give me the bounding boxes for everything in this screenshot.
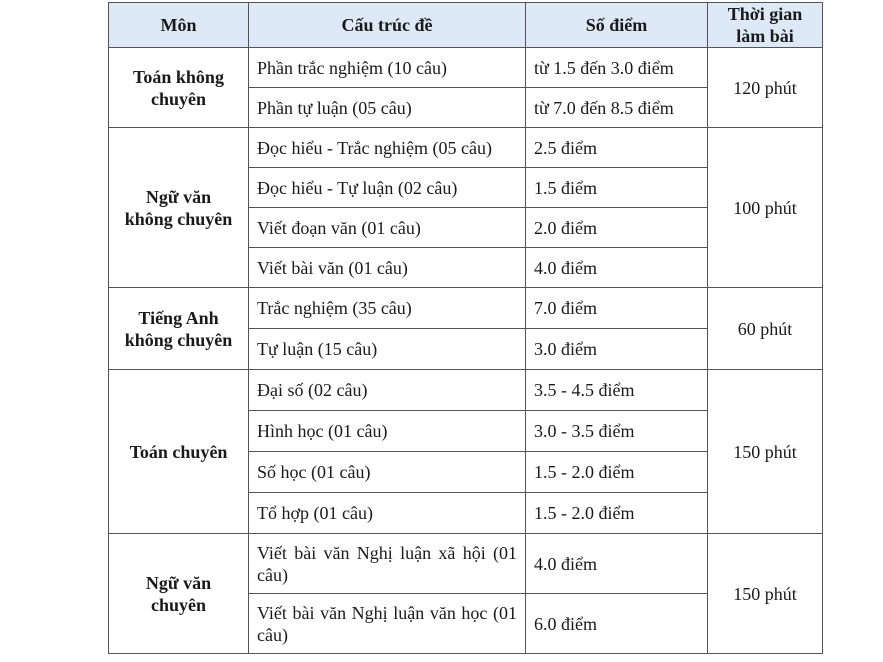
subject-name-line: Tiếng Anh [138, 307, 219, 328]
subject-name-line: Toán không [133, 66, 224, 87]
subject-cell [109, 370, 249, 534]
subject-name-line: không chuyên [124, 329, 233, 350]
subject-name-line: không chuyên [124, 208, 233, 229]
structure-cell: Số học (01 câu) [249, 452, 526, 493]
header-points: Số điểm [526, 3, 708, 48]
points-cell: 3.0 - 3.5 điểm [526, 411, 708, 452]
points-cell: 3.5 - 4.5 điểm [526, 370, 708, 411]
structure-cell: Tự luận (15 câu) [249, 329, 526, 370]
table-row [109, 48, 823, 88]
subject-cell [109, 534, 249, 654]
points-cell: 7.0 điểm [526, 288, 708, 329]
time-cell: 150 phút [708, 534, 823, 654]
header-time [708, 3, 823, 48]
structure-cell: Hình học (01 câu) [249, 411, 526, 452]
structure-cell: Viết đoạn văn (01 câu) [249, 208, 526, 248]
subject-cell [109, 288, 249, 370]
time-cell: 120 phút [708, 48, 823, 128]
header-time-line1: Thời gian [727, 4, 803, 24]
structure-cell: Viết bài văn Nghị luận xã hội (01 câu) [249, 534, 526, 594]
table-row [109, 370, 823, 411]
subject-name-line: Toán chuyên [129, 441, 228, 462]
time-cell: 100 phút [708, 128, 823, 288]
points-cell: 6.0 điểm [526, 594, 708, 654]
points-cell: 3.0 điểm [526, 329, 708, 370]
points-cell: 1.5 - 2.0 điểm [526, 452, 708, 493]
structure-cell: Đại số (02 câu) [249, 370, 526, 411]
table-row [109, 288, 823, 329]
subject-name-line: Ngữ văn [145, 572, 212, 593]
subject-cell [109, 48, 249, 128]
structure-cell: Viết bài văn (01 câu) [249, 248, 526, 288]
subject-name-line: chuyên [150, 594, 206, 615]
table-row [109, 128, 823, 168]
structure-cell: Tổ hợp (01 câu) [249, 493, 526, 534]
points-cell: từ 7.0 đến 8.5 điểm [526, 88, 708, 128]
subject-name-line: Ngữ văn [145, 186, 212, 207]
structure-cell: Phần tự luận (05 câu) [249, 88, 526, 128]
subject-cell [109, 128, 249, 288]
header-time-line2: làm bài [736, 26, 794, 46]
table-body [109, 48, 823, 654]
structure-cell: Phần trắc nghiệm (10 câu) [249, 48, 526, 88]
structure-cell: Trắc nghiệm (35 câu) [249, 288, 526, 329]
structure-cell: Viết bài văn Nghị luận văn học (01 câu) [249, 594, 526, 654]
points-cell: 4.0 điểm [526, 248, 708, 288]
points-cell: 2.0 điểm [526, 208, 708, 248]
time-cell: 60 phút [708, 288, 823, 370]
exam-structure-table [108, 2, 823, 654]
points-cell: 1.5 - 2.0 điểm [526, 493, 708, 534]
points-cell: 2.5 điểm [526, 128, 708, 168]
table-row [109, 534, 823, 594]
points-cell: 4.0 điểm [526, 534, 708, 594]
header-row [109, 3, 823, 48]
structure-cell: Đọc hiểu - Tự luận (02 câu) [249, 168, 526, 208]
points-cell: từ 1.5 đến 3.0 điểm [526, 48, 708, 88]
time-cell: 150 phút [708, 370, 823, 534]
header-structure: Cấu trúc đề [249, 3, 526, 48]
subject-name-line: chuyên [150, 88, 206, 109]
structure-cell: Đọc hiểu - Trắc nghiệm (05 câu) [249, 128, 526, 168]
header-subject: Môn [109, 3, 249, 48]
points-cell: 1.5 điểm [526, 168, 708, 208]
